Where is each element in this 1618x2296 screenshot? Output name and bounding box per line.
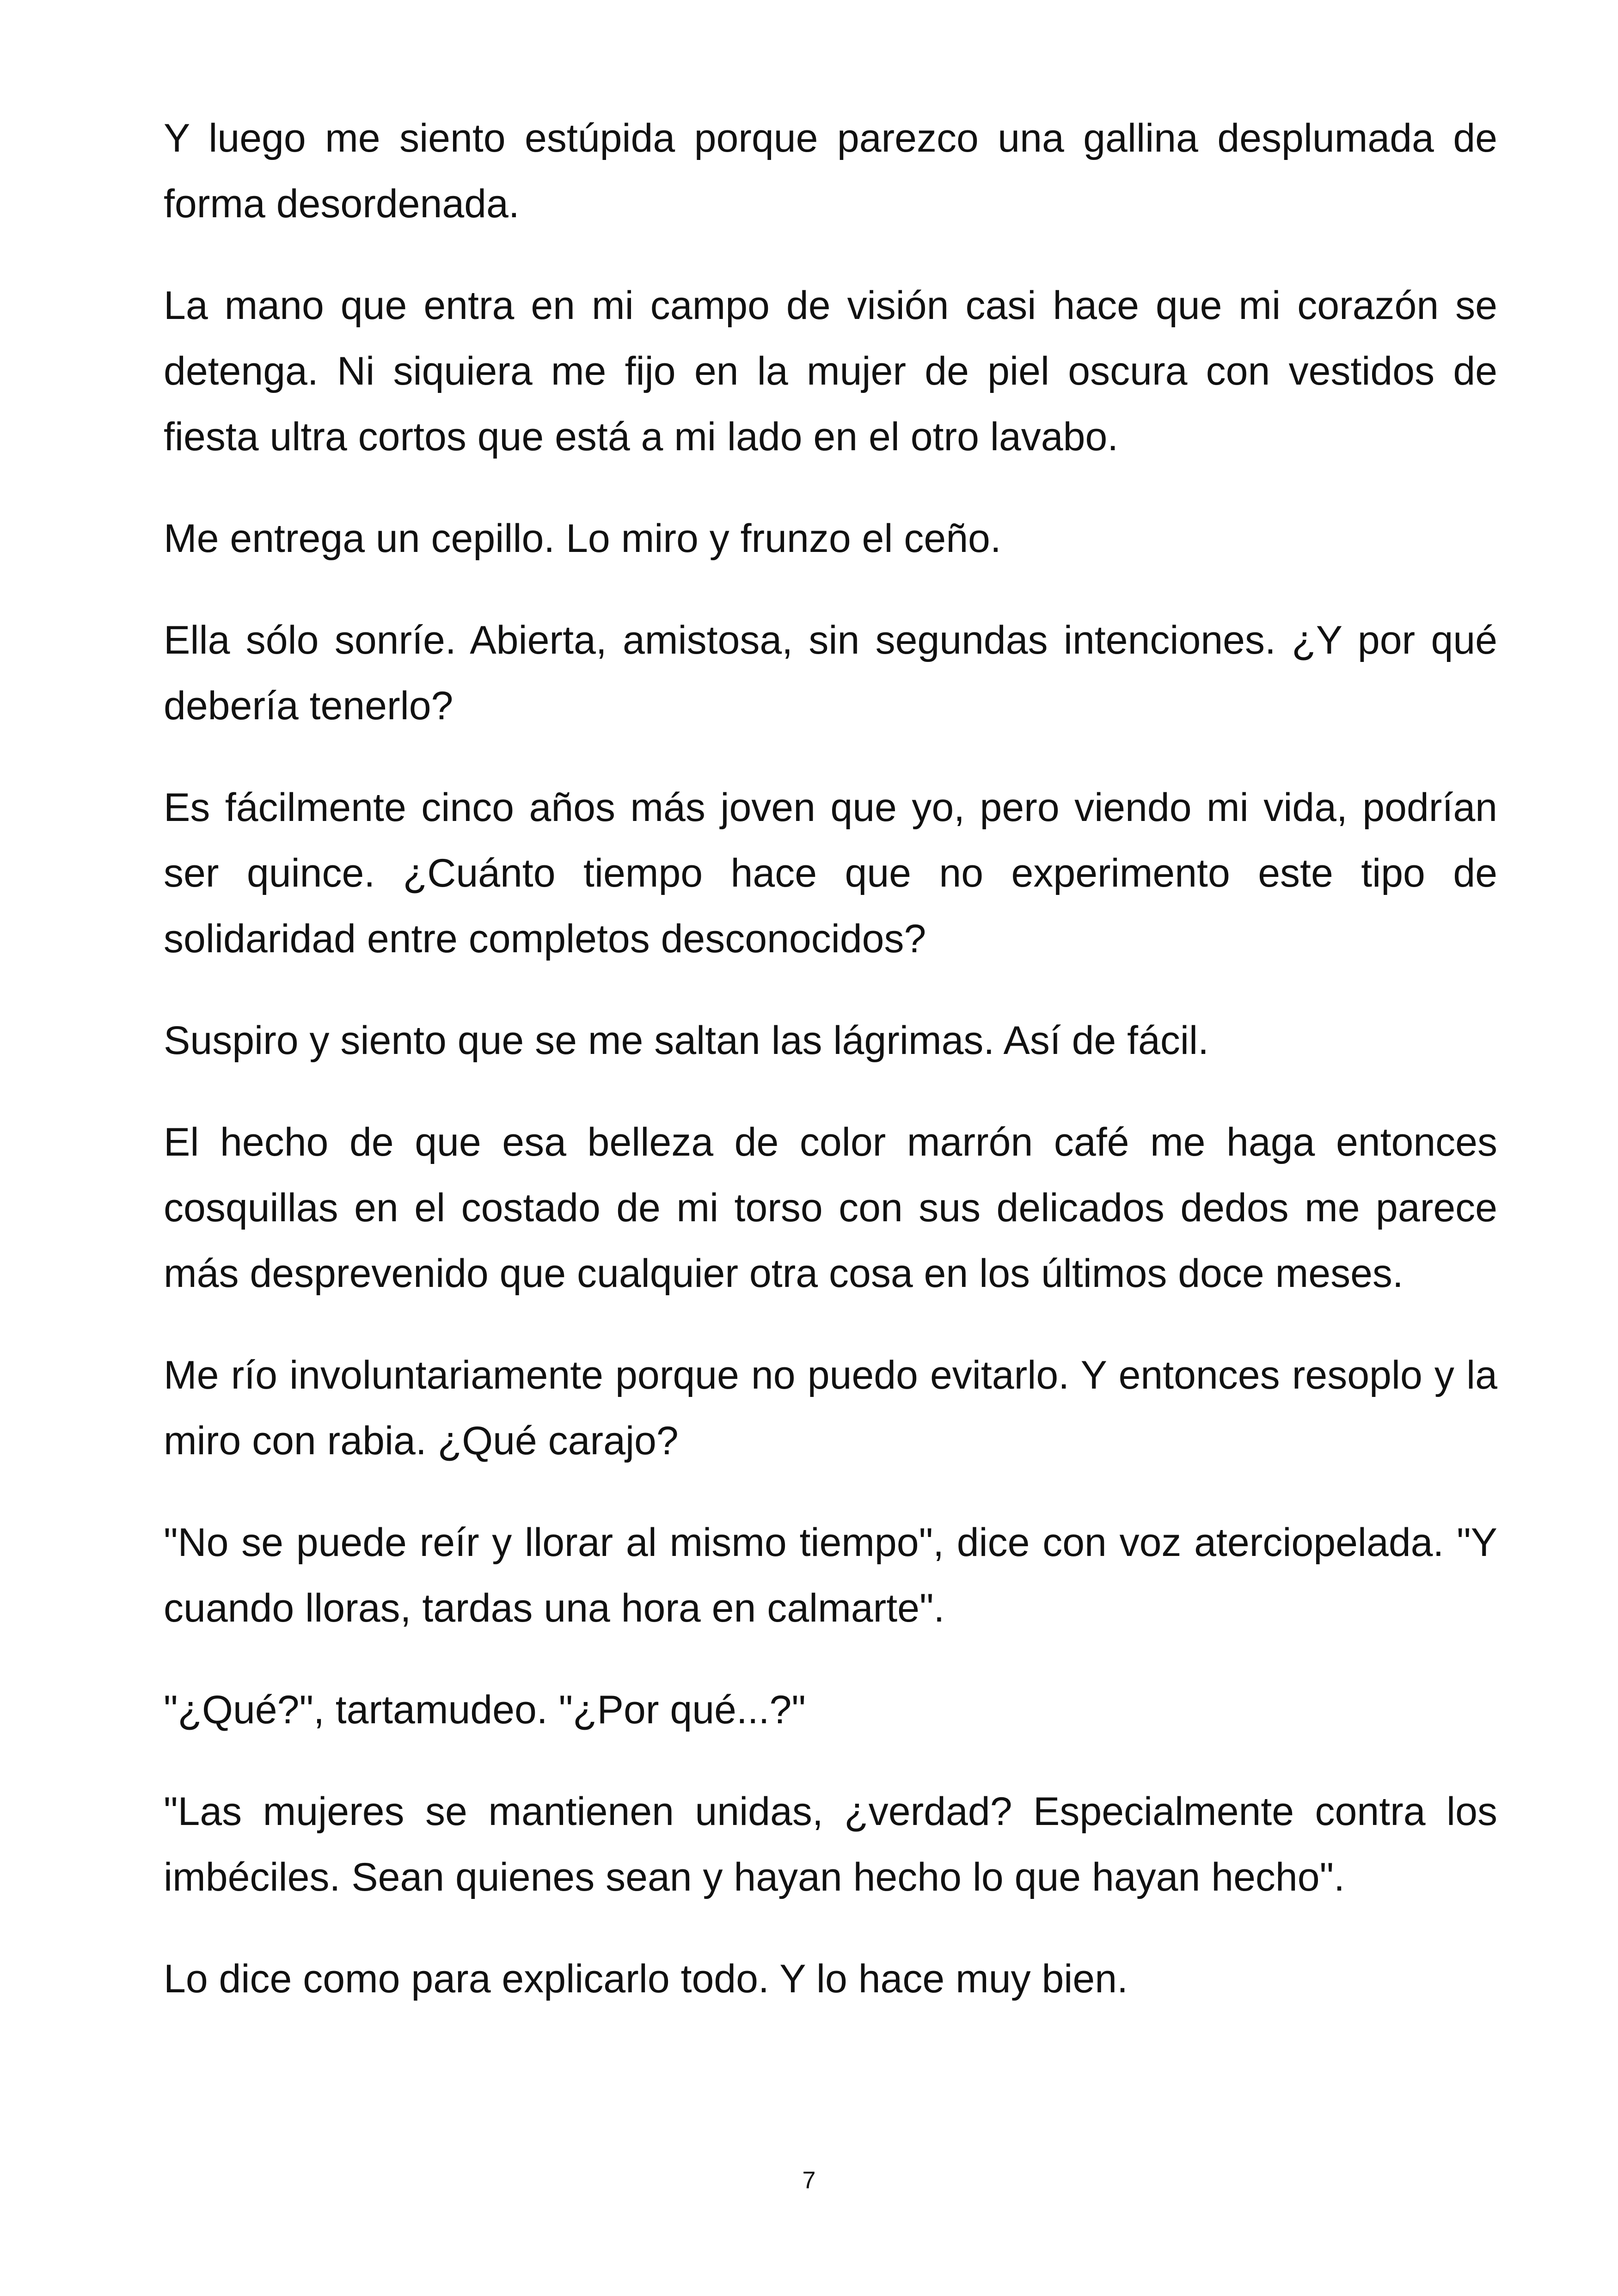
page-number: 7 (802, 2167, 816, 2194)
paragraph-1: Y luego me siento estúpida porque parezco una gallina desplumada de forma desordenada. (164, 116, 1497, 226)
paragraph-8: Me río involuntariamente porque no puedo evitarlo. Y entonces resoplo y la miro con rabia. ¿Qué carajo? (164, 1353, 1497, 1463)
paragraph-6: Suspiro y siento que se me saltan las lágrimas. Así de fácil. (164, 1018, 1209, 1063)
paragraph-3: Me entrega un cepillo. Lo miro y frunzo el ceño. (164, 516, 1001, 561)
paragraph-10: "¿Qué?", tartamudeo. "¿Por qué...?" (164, 1688, 806, 1732)
paragraph-12: Lo dice como para explicarlo todo. Y lo hace muy bien. (164, 1957, 1128, 2001)
paragraph-7: El hecho de que esa belleza de color marrón café me haga entonces cosquillas en el costado de mi torso con sus delicados dedos me parece más desprevenido que cualquier otra cosa en los últimos doce meses. (164, 1120, 1497, 1296)
paragraph-4: Ella sólo sonríe. Abierta, amistosa, sin segundas intenciones. ¿Y por qué debería tenerlo? (164, 618, 1497, 728)
paragraph-2: La mano que entra en mi campo de visión casi hace que mi corazón se detenga. Ni siquiera me fijo en la mujer de piel oscura con vestidos de fiesta ultra cortos que está a mi lado en el otro lavabo. (164, 283, 1497, 459)
text-body (164, 105, 1497, 2048)
paragraph-11: "Las mujeres se mantienen unidas, ¿verdad? Especialmente contra los imbéciles. Sean quienes sean y hayan hecho lo que hayan hecho". (164, 1789, 1497, 1899)
paragraph-5: Es fácilmente cinco años más joven que yo, pero viendo mi vida, podrían ser quince. ¿Cuánto tiempo hace que no experimento este tipo de solidaridad entre completos desconocidos? (164, 785, 1497, 961)
paragraph-9: "No se puede reír y llorar al mismo tiempo", dice con voz aterciopelada. "Y cuando lloras, tardas una hora en calmarte". (164, 1520, 1497, 1630)
